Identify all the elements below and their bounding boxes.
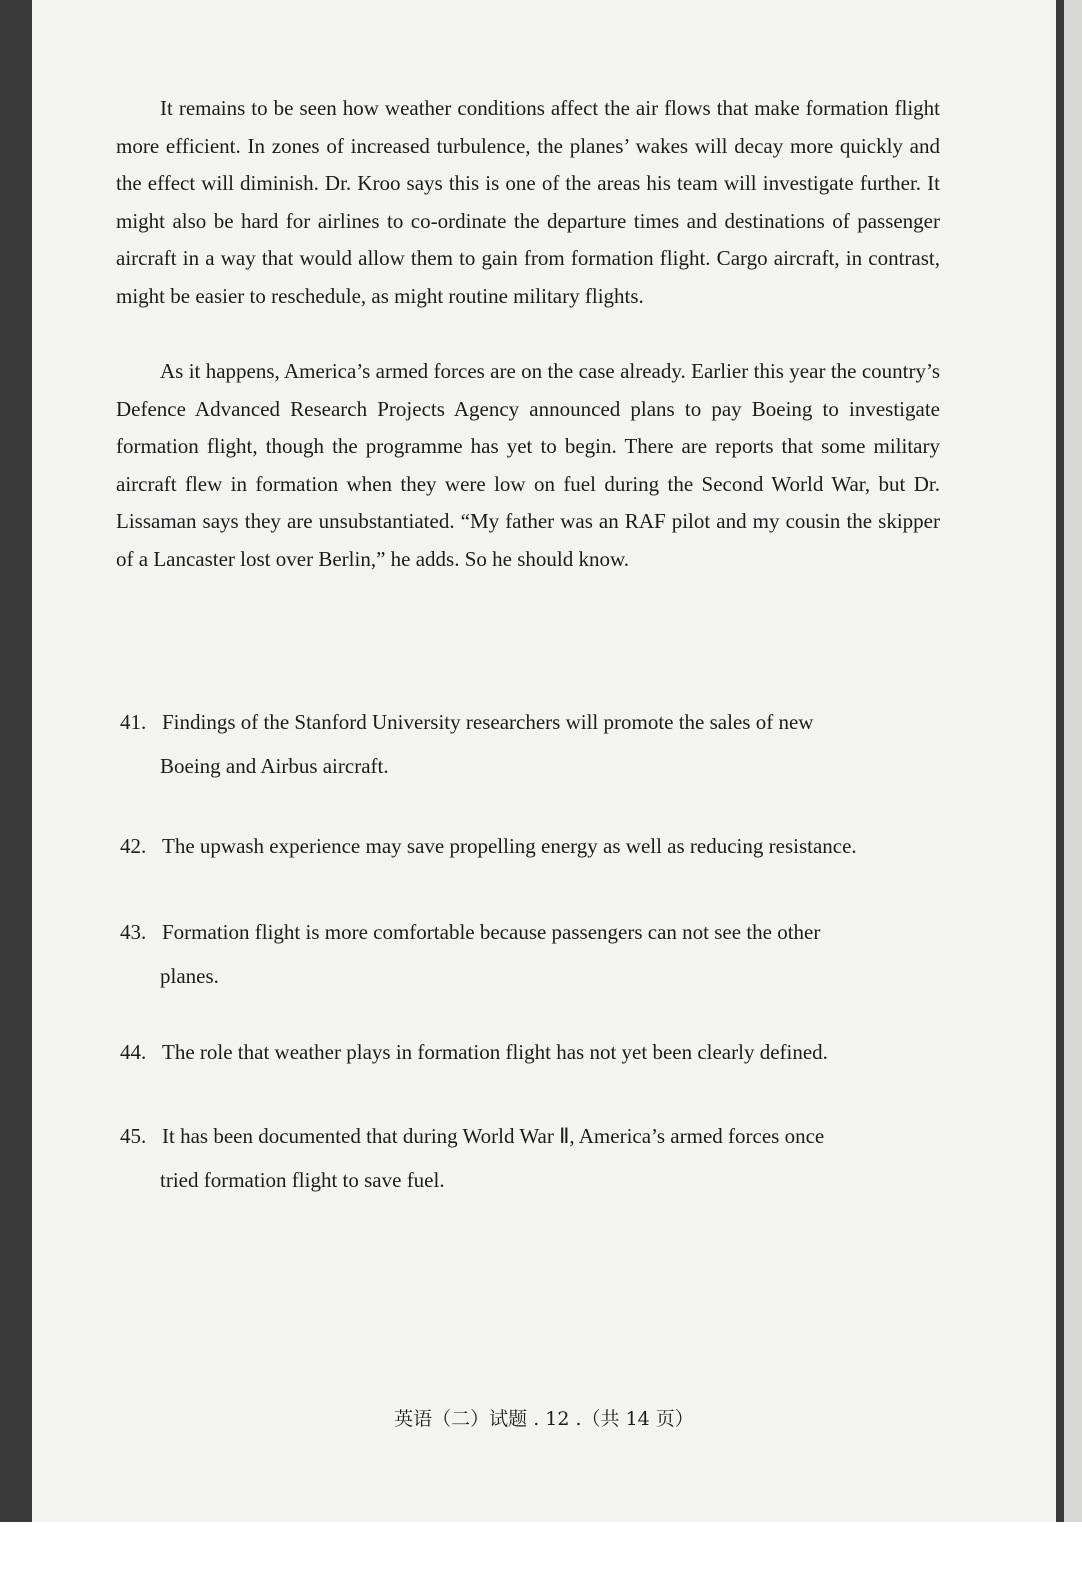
question-text: Formation flight is more comfortable because passengers can not see the other (162, 920, 821, 944)
question-number: 42. (120, 834, 147, 858)
question-text: Findings of the Stanford University researchers will promote the sales of new (162, 710, 814, 734)
question-number: 45. (120, 1124, 147, 1148)
question-45 (120, 1114, 948, 1202)
page-footer: 英语（二）试题 . 12 .（共 14 页） (394, 1408, 694, 1430)
question-text: The role that weather plays in formation flight has not yet been clearly defined. (162, 1040, 828, 1064)
scan-edge (1064, 0, 1082, 1586)
question-text-cont: Boeing and Airbus aircraft. (160, 754, 389, 778)
question-text-cont: planes. (160, 964, 219, 988)
question-text: The upwash experience may save propelling energy as well as reducing resistance. (162, 834, 857, 858)
passage-paragraph: As it happens, America’s armed forces are on the case already. Earlier this year the country’s Defence Advanced Research Projects Agency announced plans to pay Boeing to investigate formation flight, though the programme has yet to begin. There are reports that some military aircraft flew in formation when they were low on fuel during the Second World War, but Dr. Lissaman says they are unsubstantiated. “My father was an RAF pilot and my cousin the skipper of a Lancaster lost over Berlin,” he adds. So he should know. (116, 359, 940, 571)
question-number: 43. (120, 920, 147, 944)
scan-bottom-margin (0, 1522, 1082, 1586)
exam-page (32, 0, 1056, 1522)
question-41 (120, 700, 948, 788)
question-text: It has been documented that during World War Ⅱ, America’s armed forces once (162, 1124, 825, 1148)
question-44 (120, 1030, 948, 1074)
question-text-cont: tried formation flight to save fuel. (160, 1168, 445, 1192)
question-42 (120, 824, 948, 868)
passage-paragraph: It remains to be seen how weather conditions affect the air flows that make formation flight more efficient. In zones of increased turbulence, the planes’ wakes will decay more quickly and the effect will diminish. Dr. Kroo says this is one of the areas his team will investigate further. It might also be hard for airlines to co-ordinate the departure times and destinations of passenger aircraft in a way that would allow them to gain from formation flight. Cargo aircraft, in contrast, might be easier to reschedule, as might routine military flights. (116, 96, 940, 308)
question-number: 41. (120, 710, 147, 734)
question-number: 44. (120, 1040, 147, 1064)
question-43 (120, 910, 948, 998)
